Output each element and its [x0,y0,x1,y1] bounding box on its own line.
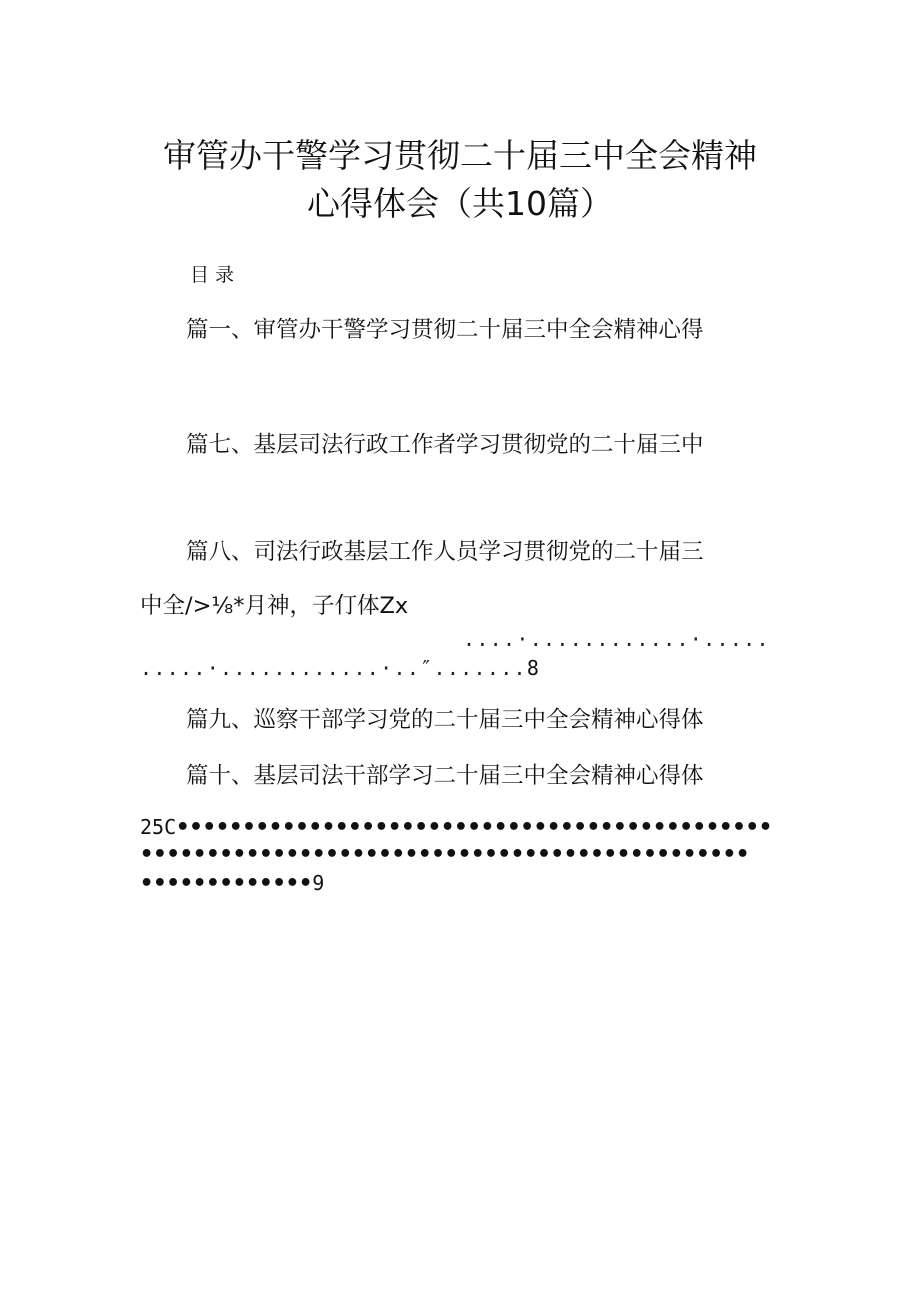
toc-entry-8-leader-2 [140,653,539,685]
dot-leader: •••••••••••••••••••••••••••••••••••••••••••••• [140,842,750,867]
toc-entry-8-leader-1 [463,624,770,656]
toc-entry-1[interactable]: 篇一、审管办干警学习贯彻二十届三中全会精神心得 [186,317,704,343]
dot-leader: ••••••••••••••••••••••••••••••••••••••••••••• [176,815,773,840]
toc-entry-10-leader-3 [140,868,324,900]
toc-entry-10[interactable]: 篇十、基层司法干部学习二十届三中全会精神心得体 [186,763,704,789]
toc-entry-8-continuation: 中全/>⅛*月神，子仃体Zx [140,593,409,619]
toc-entry-8[interactable]: 篇八、司法行政基层工作人员学习贯彻党的二十届三 [186,539,704,565]
page-number: 8 [526,656,539,680]
toc-entry-7[interactable]: 篇七、基层司法行政工作者学习贯彻党的二十届三中 [186,432,704,458]
toc-heading: 目录 [190,264,241,286]
document-title-line2: 心得体会（共10篇） [307,184,613,223]
page-number: 9 [312,871,325,895]
toc-entry-10-leader-2 [140,840,749,871]
dot-leader: .....·............·..″....... [140,656,527,680]
document-title-line1: 审管办干警学习贯彻二十届三中全会精神 [163,136,757,175]
toc-entry-9[interactable]: 篇九、巡察干部学习党的二十届三中全会精神心得体 [186,707,704,733]
toc-entry-10-prefix: 25C [140,815,177,839]
dot-leader: ....·............·..... [463,627,770,651]
dot-leader: ••••••••••••• [140,871,313,896]
